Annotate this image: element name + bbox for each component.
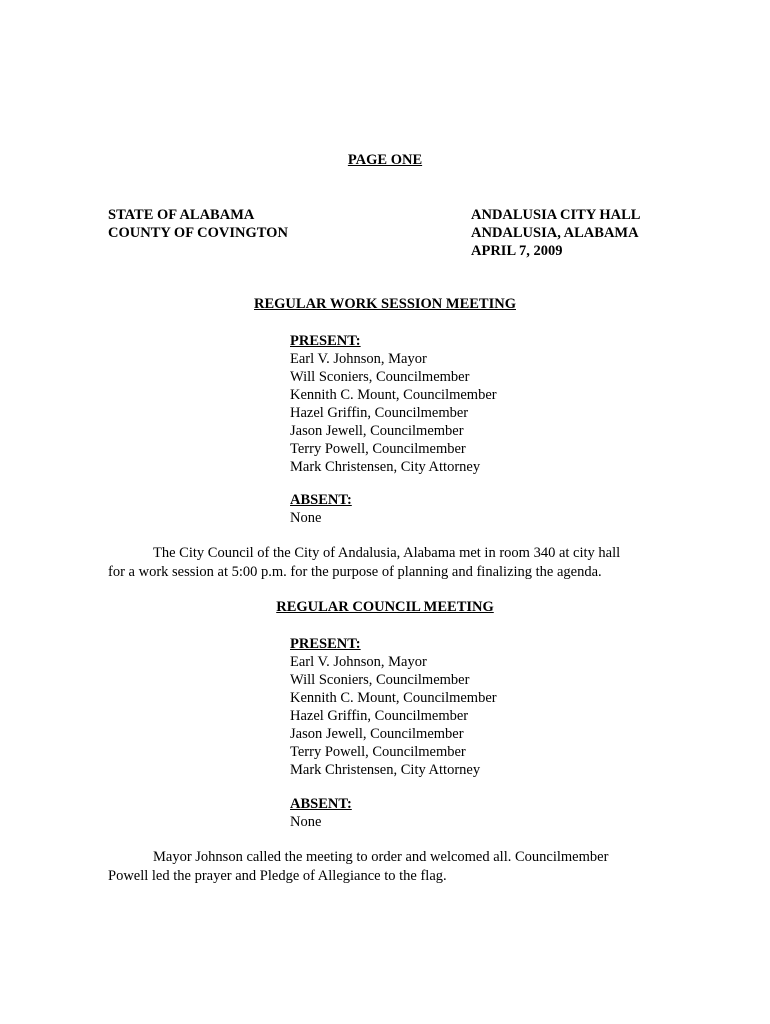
absent-label: ABSENT: [290, 492, 352, 508]
present-label: PRESENT: [290, 636, 361, 652]
location-line: ANDALUSIA CITY HALL [471, 207, 641, 223]
attendee: Kennith C. Mount, Councilmember [290, 690, 497, 706]
work-session-absent-block [290, 491, 352, 527]
state-line: STATE OF ALABAMA [108, 207, 255, 223]
attendee: Mark Christensen, City Attorney [290, 459, 481, 475]
work-session-paragraph [108, 544, 668, 582]
paragraph-line: for a work session at 5:00 p.m. for the purpose of planning and finalizing the agenda. [108, 564, 602, 580]
council-meeting-paragraph [108, 848, 668, 886]
attendee: Will Sconiers, Councilmember [290, 672, 470, 688]
attendee: Terry Powell, Councilmember [290, 441, 466, 457]
city-line: ANDALUSIA, ALABAMA [471, 225, 639, 241]
date-line: APRIL 7, 2009 [471, 243, 563, 259]
attendee: Earl V. Johnson, Mayor [290, 351, 427, 367]
attendee: Kennith C. Mount, Councilmember [290, 387, 497, 403]
paragraph-line: The City Council of the City of Andalusia, Alabama met in room 340 at city hall [153, 545, 621, 561]
header-right [471, 206, 640, 260]
page-title: PAGE ONE [347, 152, 423, 168]
council-meeting-absent-block [290, 795, 352, 831]
county-line: COUNTY OF COVINGTON [108, 225, 288, 241]
paragraph-line: Mayor Johnson called the meeting to order and welcomed all. Councilmember [153, 849, 609, 865]
attendee: Hazel Griffin, Councilmember [290, 708, 469, 724]
attendee: Terry Powell, Councilmember [290, 744, 466, 760]
present-label: PRESENT: [290, 333, 361, 349]
header-left [108, 206, 288, 242]
attendee: Will Sconiers, Councilmember [290, 369, 470, 385]
absent-value: None [290, 814, 322, 830]
council-meeting-title: REGULAR COUNCIL MEETING [276, 599, 494, 615]
work-session-title: REGULAR WORK SESSION MEETING [254, 296, 516, 312]
attendee: Jason Jewell, Councilmember [290, 423, 464, 439]
council-meeting-present-block [290, 635, 497, 779]
paragraph-line: Powell led the prayer and Pledge of Allegiance to the flag. [108, 868, 447, 884]
attendee: Jason Jewell, Councilmember [290, 726, 464, 742]
absent-value: None [290, 510, 322, 526]
attendee: Hazel Griffin, Councilmember [290, 405, 469, 421]
work-session-present-block [290, 332, 497, 476]
attendee: Earl V. Johnson, Mayor [290, 654, 427, 670]
attendee: Mark Christensen, City Attorney [290, 762, 481, 778]
absent-label: ABSENT: [290, 796, 352, 812]
